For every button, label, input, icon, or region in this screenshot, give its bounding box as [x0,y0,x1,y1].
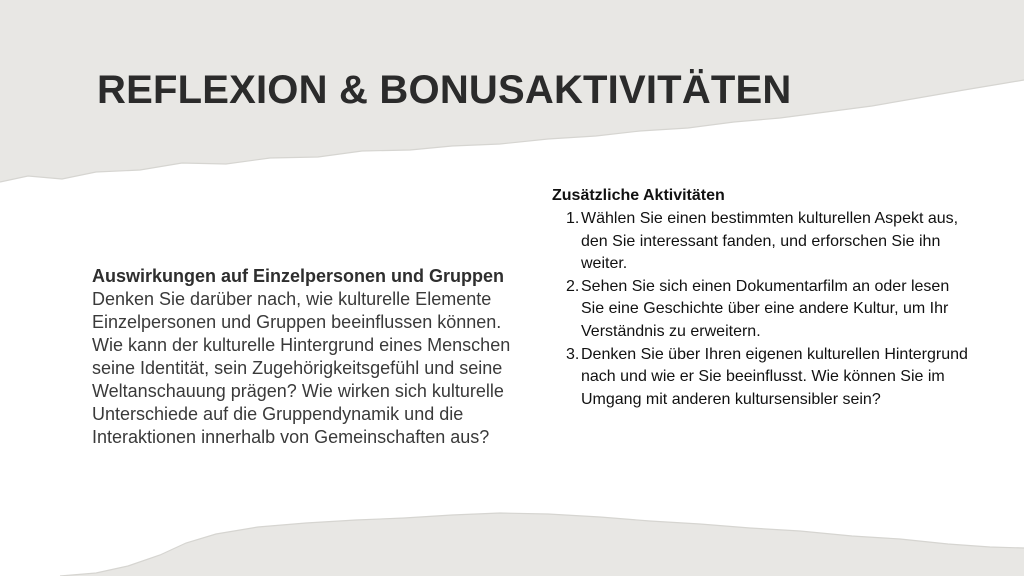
list-item [552,276,972,344]
list-item-text: Wählen Sie einen bestimmten kulturellen Aspekt aus, den Sie interessant fanden, und erforschen Sie ihn weiter. [581,210,959,273]
list-item-text: Sehen Sie sich einen Dokumentarfilm an oder lesen Sie eine Geschichte über eine andere Kultur, um Ihr Verständnis zu erweitern. [581,277,950,340]
list-item-number: 3. [566,345,580,363]
list-item-number: 2. [566,277,580,295]
list-item [552,208,972,276]
activities-list [552,208,972,411]
activities-section [552,185,972,411]
list-item [552,344,972,412]
slide-title: REFLEXION & BONUSAKTIVITÄTEN [97,68,792,112]
impact-heading: Auswirkungen auf Einzelpersonen und Gruppen [92,266,505,286]
activities-heading: Zusätzliche Aktivitäten [552,187,725,204]
impact-body: Denken Sie darüber nach, wie kulturelle Elemente Einzelpersonen und Gruppen beeinflussen können. Wie kann der kulturelle Hintergrund eines Menschen seine Identität, sein Zugehörigkeitsgefühl und seine Weltanschauung prägen? Wie wirken sich kulturelle Unterschiede auf die Gruppendynamik und die Interaktionen innerhalb von Gemeinschaften aus? [92,289,511,447]
list-item-number: 1. [566,210,580,227]
impact-section [92,265,512,449]
list-item-text: Denken Sie über Ihren eigenen kulturellen Hintergrund nach und wie er Sie beeinflusst. Wie können Sie im Umgang mit anderen kultursensibler sein? [581,345,968,408]
